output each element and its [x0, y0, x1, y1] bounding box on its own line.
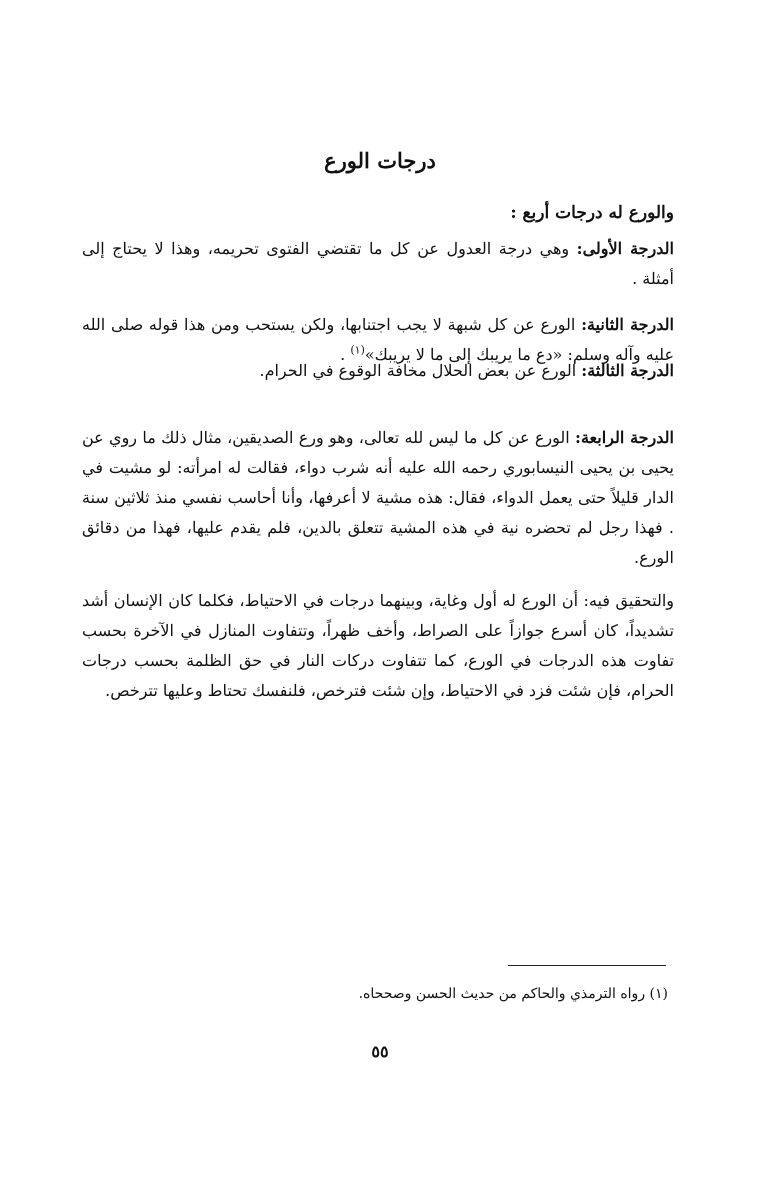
paragraph-tail: .: [340, 345, 351, 364]
paragraph-text: والتحقيق فيه: أن الورع له أول وغاية، وبينهما درجات في الاحتياط، فكلما كان الإنسان أشد تشديداً، كان أسرع جوازاً على الصراط، وأخف ظهراً، وتتفاوت المنازل في الآخرة بحسب تفاوت هذه الدرجات في الورع، كما تتفاوت دركات النار في حق الظلمة بحسب درجات الحرام، فإن شئت فزد في الاحتياط، وإن شئت فترخص، فلنفسك تحتاط وعليها تترخص.: [82, 591, 675, 700]
paragraph-verification: [82, 586, 674, 706]
paragraph-text: الورع عن بعض الحلال مخافة الوقوع في الحرام.: [259, 361, 582, 380]
paragraph-text: الورع عن كل شبهة لا يجب اجتنابها، ولكن يستحب ومن هذا قوله صلى الله عليه وآله وسلم: «دع ما يريبك إلى ما لا يريبك»: [82, 315, 674, 364]
footnote-divider: [508, 965, 666, 966]
paragraph-heading: الدرجة الأولى:: [576, 239, 674, 258]
footnote: (١) رواه الترمذي والحاكم من حديث الحسن وصححاه.: [358, 986, 668, 1002]
paragraph-heading: الدرجة الثالثة:: [581, 361, 674, 380]
paragraph-text: وهي درجة العدول عن كل ما تقتضي الفتوى تحريمه، وهذا لا يحتاج إلى أمثلة .: [82, 239, 674, 288]
page-number: ٥٥: [371, 1042, 389, 1061]
paragraph-degree-3: [82, 356, 674, 386]
paragraph-heading: الدرجة الثانية:: [581, 315, 674, 334]
chapter-title: درجات الورع: [324, 148, 436, 173]
intro-line: والورع له درجات أربع :: [510, 203, 674, 223]
footnote-reference: (١): [350, 343, 365, 357]
paragraph-text: الورع عن كل ما ليس لله تعالى، وهو ورع الصديقين، مثال ذلك ما روي عن يحيى بن يحيى النيسابوري رحمه الله عليه أنه شرب دواء، فقالت له امرأته: لو مشيت في الدار قليلاً حتى يعمل الدواء، فقال: هذه مشية لا أعرفها، وأنا أحاسب نفسي منذ ثلاثين سنة . فهذا رجل لم تحضره نية في هذه المشية تتعلق بالدين، فلم يقدم عليها، فهذا من دقائق الورع.: [82, 428, 674, 567]
paragraph-degree-1: [82, 234, 674, 294]
paragraph-heading: الدرجة الرابعة:: [575, 428, 674, 447]
paragraph-degree-4: [82, 423, 674, 573]
